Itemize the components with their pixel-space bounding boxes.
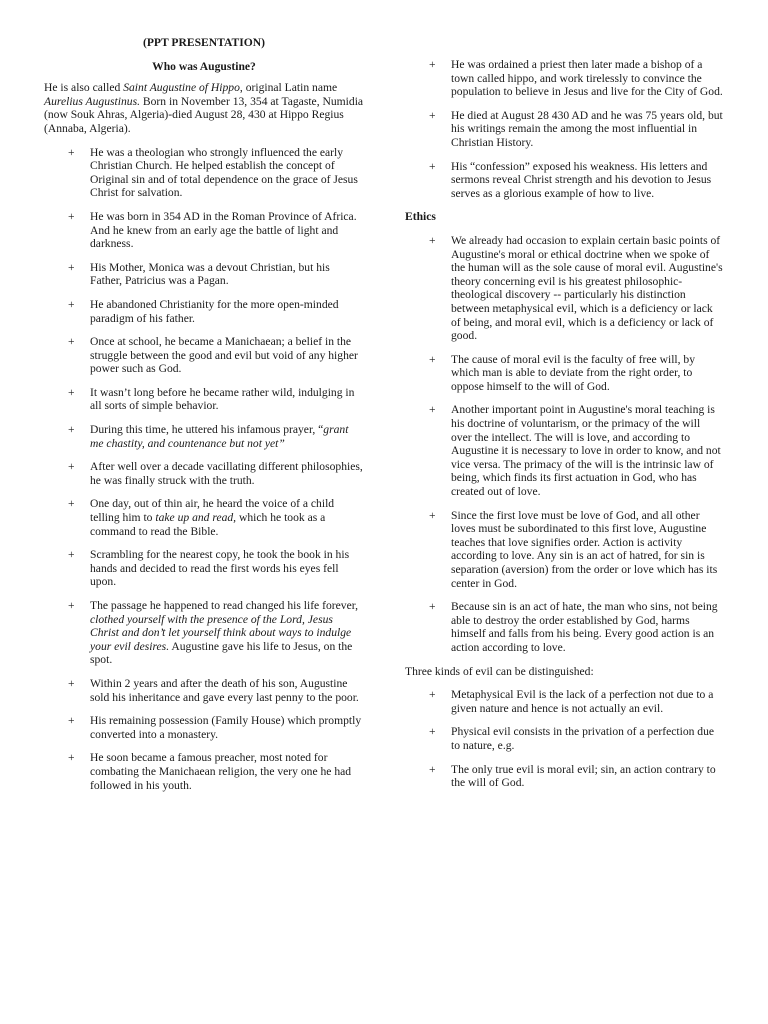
list-item: [405, 763, 723, 790]
list-item-text: Because sin is an act of hate, the man who sins, not being able to destroy the order established by God, harms himself and falls from his being. Every good action is an action according to love.: [451, 600, 718, 654]
list-item: [405, 600, 723, 654]
bullet-plus-icon: +: [68, 145, 75, 159]
bullet-plus-icon: +: [429, 688, 436, 702]
bullet-plus-icon: +: [429, 233, 436, 247]
list-item-text: After well over a decade vacillating different philosophies, he was finally struck with the truth.: [90, 460, 363, 487]
list-item: [405, 688, 723, 715]
intro-paragraph: [44, 81, 364, 135]
bullet-plus-icon: +: [68, 260, 75, 274]
list-item-text: Once at school, he became a Manichaean; a belief in the struggle between the good and evil but void of any higher power such as God.: [90, 335, 358, 376]
list-item-text: Augustine gave his life to Jesus, on the spot.: [90, 639, 353, 667]
bullet-plus-icon: +: [429, 403, 436, 417]
bullet-plus-icon: +: [68, 676, 75, 690]
bullet-list-right-top: [405, 58, 723, 200]
list-item-text: He was a theologian who strongly influenced the early Christian Church. He helped establish the concept of Original sin and of total dependence on the grace of Jesus Christ for salvation.: [90, 145, 358, 200]
list-item-text: The cause of moral evil is the faculty of free will, by which man is able to deviate from the right order, to oppose himself to the will of God.: [451, 352, 696, 393]
list-item-text: He died at August 28 430 AD and he was 75 years old, but his writings remain the among the most influential in Christian History.: [451, 108, 723, 149]
bullet-plus-icon: +: [68, 297, 75, 311]
list-item-text: He abandoned Christianity for the more open-minded paradigm of his father.: [90, 297, 339, 325]
passage-quote: clothed yourself with the presence of the Lord, Jesus Christ and don’t let yourself think about ways to indulge your evil desires.: [90, 612, 352, 653]
list-item-text: He was born in 354 AD in the Roman Province of Africa. And he knew from an early age the battle of light and darkness.: [90, 209, 357, 251]
list-item: [44, 146, 364, 200]
list-item-text: We already had occasion to explain certain basic points of Augustine's moral or ethical doctrine when we spoke of the human will as the sole cause of moral evil. Augustine's theory concerning evil is his greatest philosophic-theological discovery -- particularly his distinction between metaphysical evil, which is a deficiency or lack of being, and moral evil, which is a deficiency or lack of good.: [451, 233, 723, 343]
list-item-text: His remaining possession (Family House) which promptly converted into a monastery.: [90, 714, 362, 741]
list-item-text: Metaphysical Evil is the lack of a perfection not due to a given nature and hence is not actually an evil.: [451, 688, 714, 715]
list-item: [44, 548, 364, 589]
page-subtitle: Who was Augustine?: [152, 59, 256, 73]
bullet-plus-icon: +: [429, 600, 436, 614]
list-item-text: Physical evil consists in the privation of a perfection due to nature, e.g.: [451, 725, 715, 752]
list-item: [44, 460, 364, 487]
list-item-text: which he took as a command to read the Bible.: [90, 511, 326, 538]
bullet-plus-icon: +: [68, 423, 75, 437]
list-item: [44, 261, 364, 288]
list-item: [44, 298, 364, 325]
list-item-text: His Mother, Monica was a devout Christian, but his Father, Patricius was a Pagan.: [90, 260, 330, 288]
list-item-text: Within 2 years and after the death of his son, Augustine sold his inheritance and gave every last penny to the poor.: [90, 676, 359, 704]
list-item-text: During this time, he uttered his infamous prayer, “: [90, 423, 324, 437]
bullet-plus-icon: +: [68, 714, 75, 728]
bullet-plus-icon: +: [68, 548, 75, 562]
bullet-plus-icon: +: [68, 599, 75, 612]
page-title: (PPT PRESENTATION): [142, 36, 266, 49]
bullet-list-ethics: [405, 234, 723, 655]
bullet-plus-icon: +: [429, 159, 436, 173]
ethics-heading: Ethics: [405, 210, 436, 224]
list-item: [405, 725, 723, 752]
list-item-text: He soon became a famous preacher, most noted for combating the Manichaean religion, the very one he had followed in his youth.: [90, 751, 352, 792]
list-item-text: The passage he happened to read changed his life forever,: [90, 599, 359, 612]
list-item-text: Since the first love must be love of God, and all other loves must be subordinated to this first love, Augustine teaches that love signifies order. Action is activity according to love. Any sin is an act of hatred, for sin is separation (aversion) from the order or love which has its center in God.: [451, 508, 718, 590]
list-item: [405, 509, 723, 591]
list-item: [44, 751, 364, 792]
list-item: [44, 335, 364, 376]
list-item: [44, 210, 364, 251]
list-item: [44, 599, 364, 667]
list-item: [44, 677, 364, 704]
list-item: [44, 497, 364, 538]
bullet-plus-icon: +: [429, 508, 436, 522]
list-item: [405, 109, 723, 150]
list-item: [405, 353, 723, 394]
list-item-text: His “confession” exposed his weakness. His letters and sermons reveal Christ strength and his devotion to Jesus serves as a glorious example of how to live.: [451, 159, 712, 200]
intro-text: Born in November 13, 354 at Tagaste, Numidia (now Souk Ahras, Algeria)-died August 28, 430 at Hippo Regius (Annaba, Algeria).: [44, 94, 364, 135]
intro-text: , original Latin name: [239, 81, 338, 95]
bullet-plus-icon: +: [68, 209, 75, 223]
intro-italic-name: Saint Augustine of Hippo: [123, 81, 240, 95]
quote-take-up-and-read: take up and read,: [155, 511, 237, 525]
bullet-plus-icon: +: [429, 352, 436, 366]
list-item: [405, 160, 723, 201]
list-item: [405, 403, 723, 498]
list-item-text: He was ordained a priest then later made a bishop of a town called hippo, and work tirelessly to convince the population to believe in Jesus and live for the City of God.: [451, 58, 723, 99]
bullet-plus-icon: +: [68, 497, 75, 511]
list-item-text: Another important point in Augustine's moral teaching is his doctrine of voluntarism, or the primacy of the will over the intellect. The will is love, and according to Augustine it is necessary to love in order to know, and not vice versa. The primacy of the will is the intrinsic law of being, which finds its first actuation in God, who has created out of love.: [451, 403, 721, 499]
right-column: [405, 58, 723, 800]
bullet-plus-icon: +: [429, 58, 436, 71]
bullet-plus-icon: +: [429, 108, 436, 122]
list-item: [44, 714, 364, 741]
bullet-plus-icon: +: [429, 725, 436, 739]
list-item: [44, 423, 364, 450]
list-item: [405, 234, 723, 343]
prayer-quote: grant me chastity, and countenance but not yet”: [90, 423, 349, 450]
left-column: [44, 0, 364, 802]
intro-text: He is also called: [44, 81, 124, 95]
bullet-plus-icon: +: [68, 751, 75, 765]
list-item: [405, 58, 723, 99]
bullet-plus-icon: +: [429, 762, 436, 776]
evil-intro: Three kinds of evil can be distinguished:: [405, 664, 594, 678]
bullet-list-evil: [405, 688, 723, 790]
bullet-plus-icon: +: [68, 385, 75, 399]
bullet-plus-icon: +: [68, 335, 75, 349]
list-item-text: The only true evil is moral evil; sin, an action contrary to the will of God.: [451, 762, 716, 790]
list-item-text: One day, out of thin air, he heard the voice of a child telling him to: [90, 497, 335, 525]
list-item-text: Scrambling for the nearest copy, he took the book in his hands and decided to read the first words his eyes fell upon.: [90, 548, 350, 589]
list-item: [44, 386, 364, 413]
bullet-list-left: [44, 146, 364, 793]
list-item-text: It wasn’t long before he became rather wild, indulging in all sorts of simple behavior.: [90, 385, 355, 413]
bullet-plus-icon: +: [68, 460, 75, 474]
intro-italic-latin: Aurelius Augustinus.: [44, 94, 140, 108]
